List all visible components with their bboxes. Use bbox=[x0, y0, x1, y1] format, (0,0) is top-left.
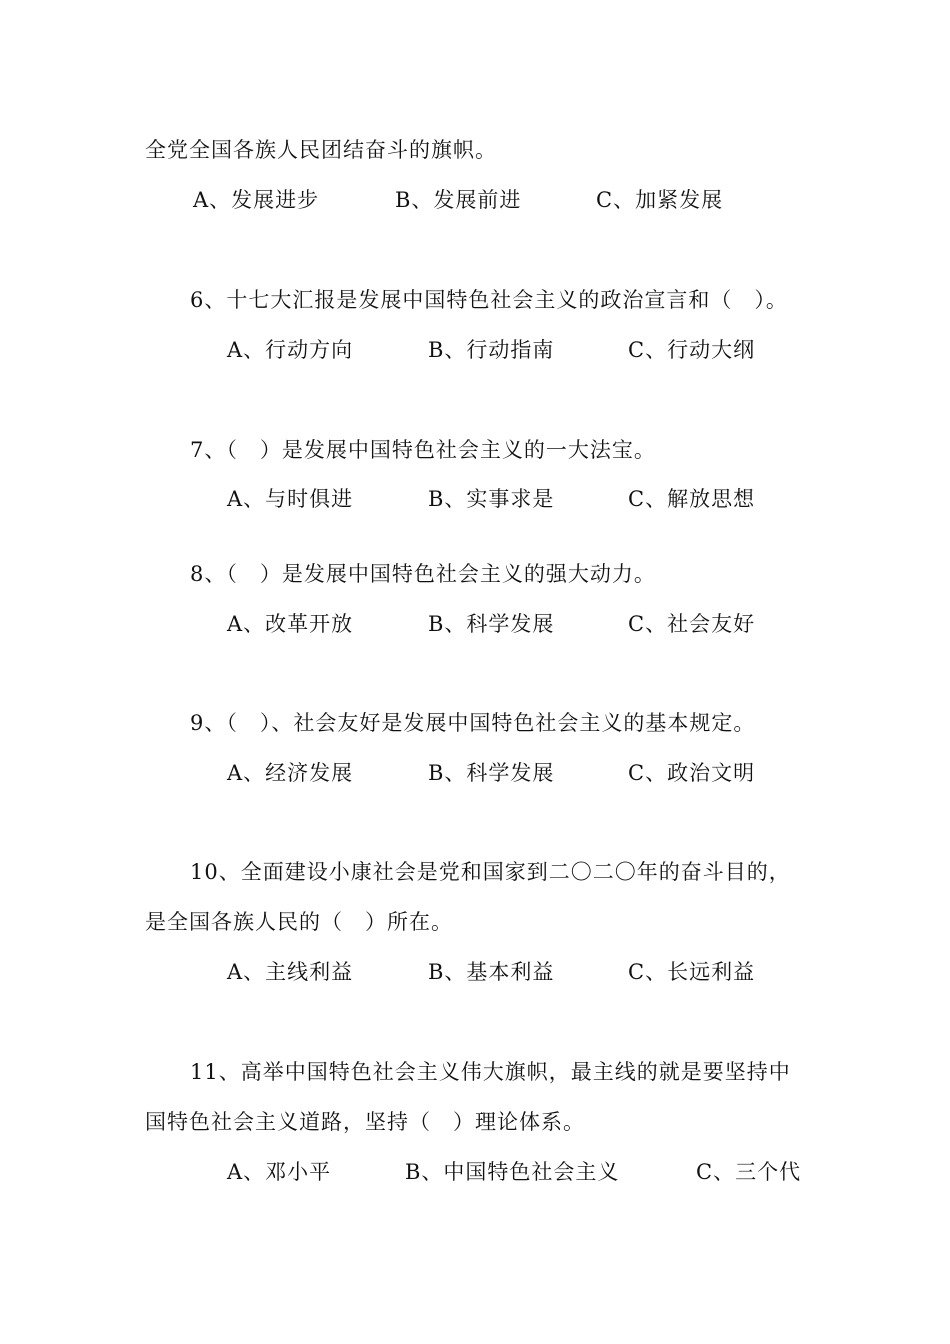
question-7-option-c: C、解放思想 bbox=[628, 487, 756, 511]
question-11-text-line-1: 11、高举中国特色社会主义伟大旗帜，最主线的就是要坚持中 bbox=[190, 1060, 791, 1084]
question-11-option-a: A、邓小平 bbox=[227, 1160, 332, 1184]
question-7-text: 7、（ ）是发展中国特色社会主义的一大法宝。 bbox=[190, 438, 656, 462]
question-9-option-a: A、经济发展 bbox=[227, 761, 354, 785]
question-8-option-a: A、改革开放 bbox=[227, 612, 354, 636]
question-8-option-c: C、社会友好 bbox=[628, 612, 756, 636]
question-8-option-b: B、科学发展 bbox=[428, 612, 555, 636]
question-11-option-b: B、中国特色社会主义 bbox=[405, 1160, 620, 1184]
question-5-option-c: C、加紧发展 bbox=[596, 188, 724, 212]
question-7-option-a: A、与时俱进 bbox=[227, 487, 354, 511]
question-6-option-b: B、行动指南 bbox=[428, 338, 555, 362]
question-10-option-c: C、长远利益 bbox=[628, 960, 756, 984]
question-7-option-b: B、实事求是 bbox=[428, 487, 555, 511]
question-9-option-c: C、政治文明 bbox=[628, 761, 756, 785]
question-8-text: 8、（ ）是发展中国特色社会主义的强大动力。 bbox=[190, 562, 656, 586]
question-10-text-line-2: 是全国各族人民的（ ）所在。 bbox=[145, 910, 453, 934]
question-10-option-b: B、基本利益 bbox=[428, 960, 555, 984]
question-11-text-line-2: 国特色社会主义道路，坚持（ ）理论体系。 bbox=[145, 1110, 585, 1134]
question-6-text: 6、十七大汇报是发展中国特色社会主义的政治宣言和（ ）。 bbox=[190, 288, 788, 312]
question-6-option-c: C、行动大纲 bbox=[628, 338, 756, 362]
question-9-text: 9、（ ）、社会友好是发展中国特色社会主义的基本规定。 bbox=[190, 711, 756, 735]
question-5-continuation: 全党全国各族人民团结奋斗的旗帜。 bbox=[145, 138, 497, 162]
question-10-text-line-1: 10、全面建设小康社会是党和国家到二〇二〇年的奋斗目的， bbox=[190, 860, 791, 884]
question-9-option-b: B、科学发展 bbox=[428, 761, 555, 785]
question-5-option-b: B、发展前进 bbox=[395, 188, 522, 212]
question-11-option-c: C、三个代 bbox=[696, 1160, 802, 1184]
question-10-option-a: A、主线利益 bbox=[227, 960, 354, 984]
question-5-option-a: A、发展进步 bbox=[193, 188, 320, 212]
question-6-option-a: A、行动方向 bbox=[227, 338, 354, 362]
